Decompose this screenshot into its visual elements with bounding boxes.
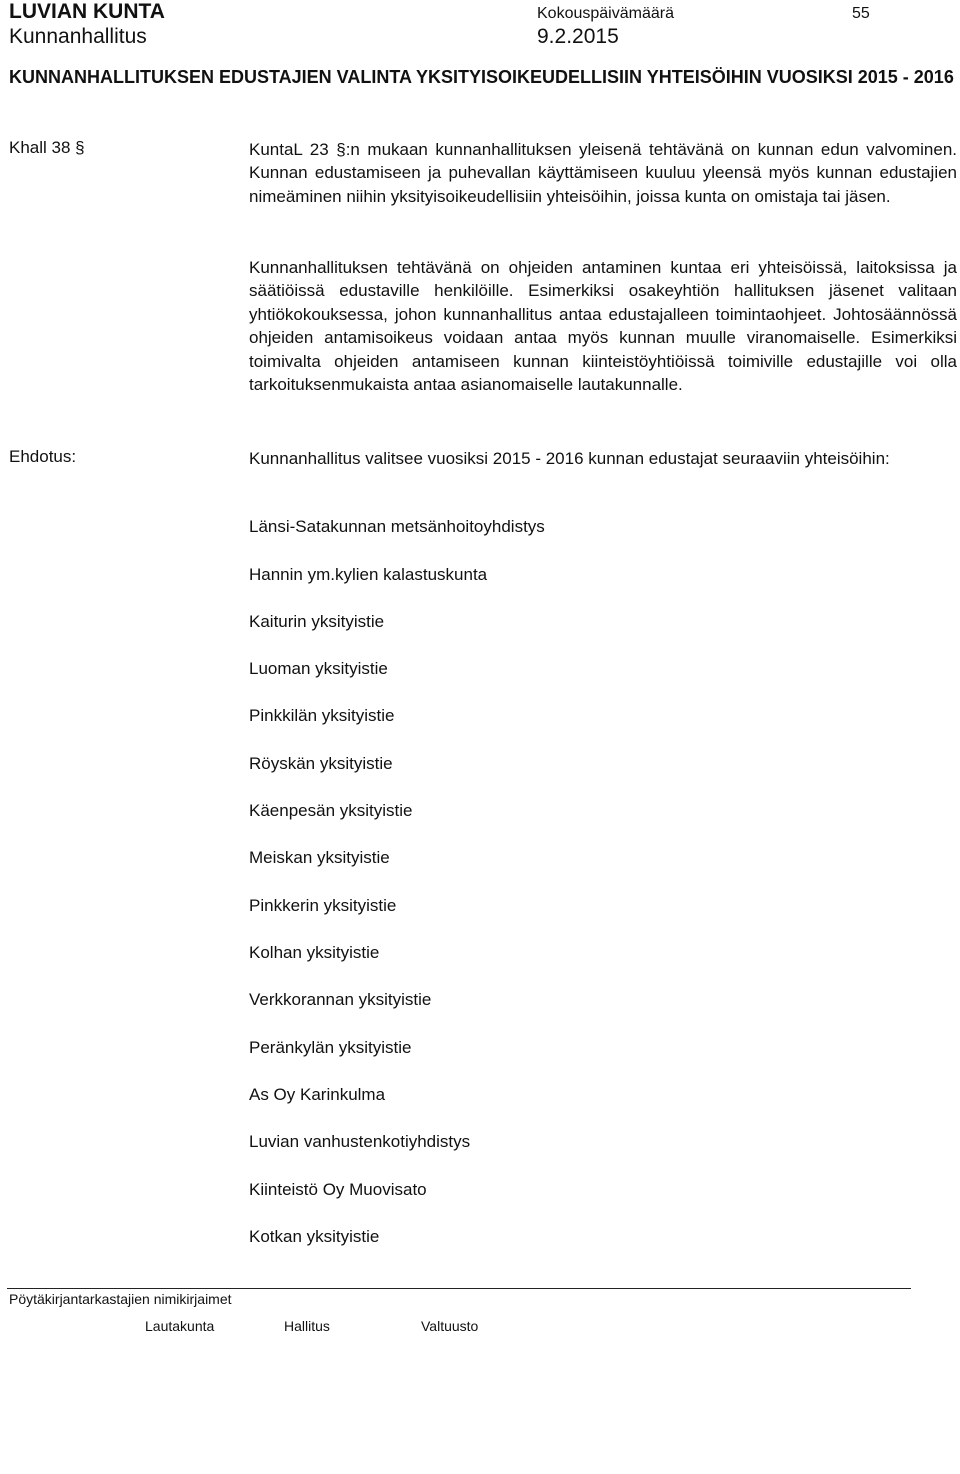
list-item: Kiinteistö Oy Muovisato xyxy=(249,1180,427,1199)
list-item: Länsi-Satakunnan metsänhoitoyhdistys xyxy=(249,517,545,536)
list-item: Verkkorannan yksityistie xyxy=(249,990,432,1009)
list-item: Pinkkilän yksityistie xyxy=(249,706,395,725)
section-reference: Khall 38 § xyxy=(9,138,85,157)
agenda-title: KUNNANHALLITUKSEN EDUSTAJIEN VALINTA YKSITYISOIKEUDELLISIIN YHTEISÖIHIN VUOSIKSI 2015 - 2016 xyxy=(9,67,954,87)
paragraph-guidance: Kunnanhallituksen tehtävänä on ohjeiden antaminen kuntaa eri yhteisöissä, laitoksissa ja säätiöissä edustaville henkilöille. Esimerkiksi osakeyhtiön hallituksen jäsenet valitaan yhtiökokouksessa, johon kunnanhallitus antaa edustajalleen toimintaohjeet. Johtosäännössä ohjeiden antamisoikeus voidaan antaa myös kunnan muulle viranomaiselle. Esimerkiksi toimivalta ohjeiden antamiseen kunnan kiinteistöyhtiöissä toimiville edustajille voi olla tarkoituksenmukaista antaa asianomaiselle lautakunnalle. xyxy=(249,258,957,395)
list-item: Käenpesän yksityistie xyxy=(249,801,413,820)
list-item: Luoman yksityistie xyxy=(249,659,388,678)
list-item: Luvian vanhustenkotiyhdistys xyxy=(249,1132,471,1151)
page-number: 55 xyxy=(852,5,870,22)
footer-column-valtuusto: Valtuusto xyxy=(421,1318,479,1334)
list-item: Röyskän yksityistie xyxy=(249,754,393,773)
proposal-text: Kunnanhallitus valitsee vuosiksi 2015 - 2016 kunnan edustajat seuraaviin yhteisöihin: xyxy=(249,449,890,468)
list-item: Kaiturin yksityistie xyxy=(249,612,385,631)
list-item: Peränkylän yksityistie xyxy=(249,1038,412,1057)
organization-name: LUVIAN KUNTA xyxy=(9,0,165,23)
footer-column-lautakunta: Lautakunta xyxy=(145,1318,215,1334)
list-item: Kotkan yksityistie xyxy=(249,1227,380,1246)
list-item: As Oy Karinkulma xyxy=(249,1085,386,1104)
proposal-label: Ehdotus: xyxy=(9,447,77,466)
list-item: Kolhan yksityistie xyxy=(249,943,380,962)
paragraph-legal-basis: KuntaL 23 §:n mukaan kunnanhallituksen yleisenä tehtävänä on kunnan edun valvominen. Kunnan edustamiseen ja puhevallan käyttämiseen kuuluu yleensä myös kunnan edustajien nimeäminen niihin yksityisoikeudellisiin yhteisöihin, joissa kunta on omistaja tai jäsen. xyxy=(249,140,957,206)
list-item: Meiskan yksityistie xyxy=(249,848,390,867)
footer-column-hallitus: Hallitus xyxy=(284,1318,330,1334)
date-label: Kokouspäivämäärä xyxy=(537,5,674,22)
list-item: Pinkkerin yksityistie xyxy=(249,896,397,915)
meeting-date: 9.2.2015 xyxy=(537,25,619,48)
list-item: Hannin ym.kylien kalastuskunta xyxy=(249,565,488,584)
footer-divider xyxy=(7,1288,911,1289)
meeting-body: Kunnanhallitus xyxy=(9,25,147,48)
footer-label: Pöytäkirjantarkastajien nimikirjaimet xyxy=(9,1291,232,1307)
